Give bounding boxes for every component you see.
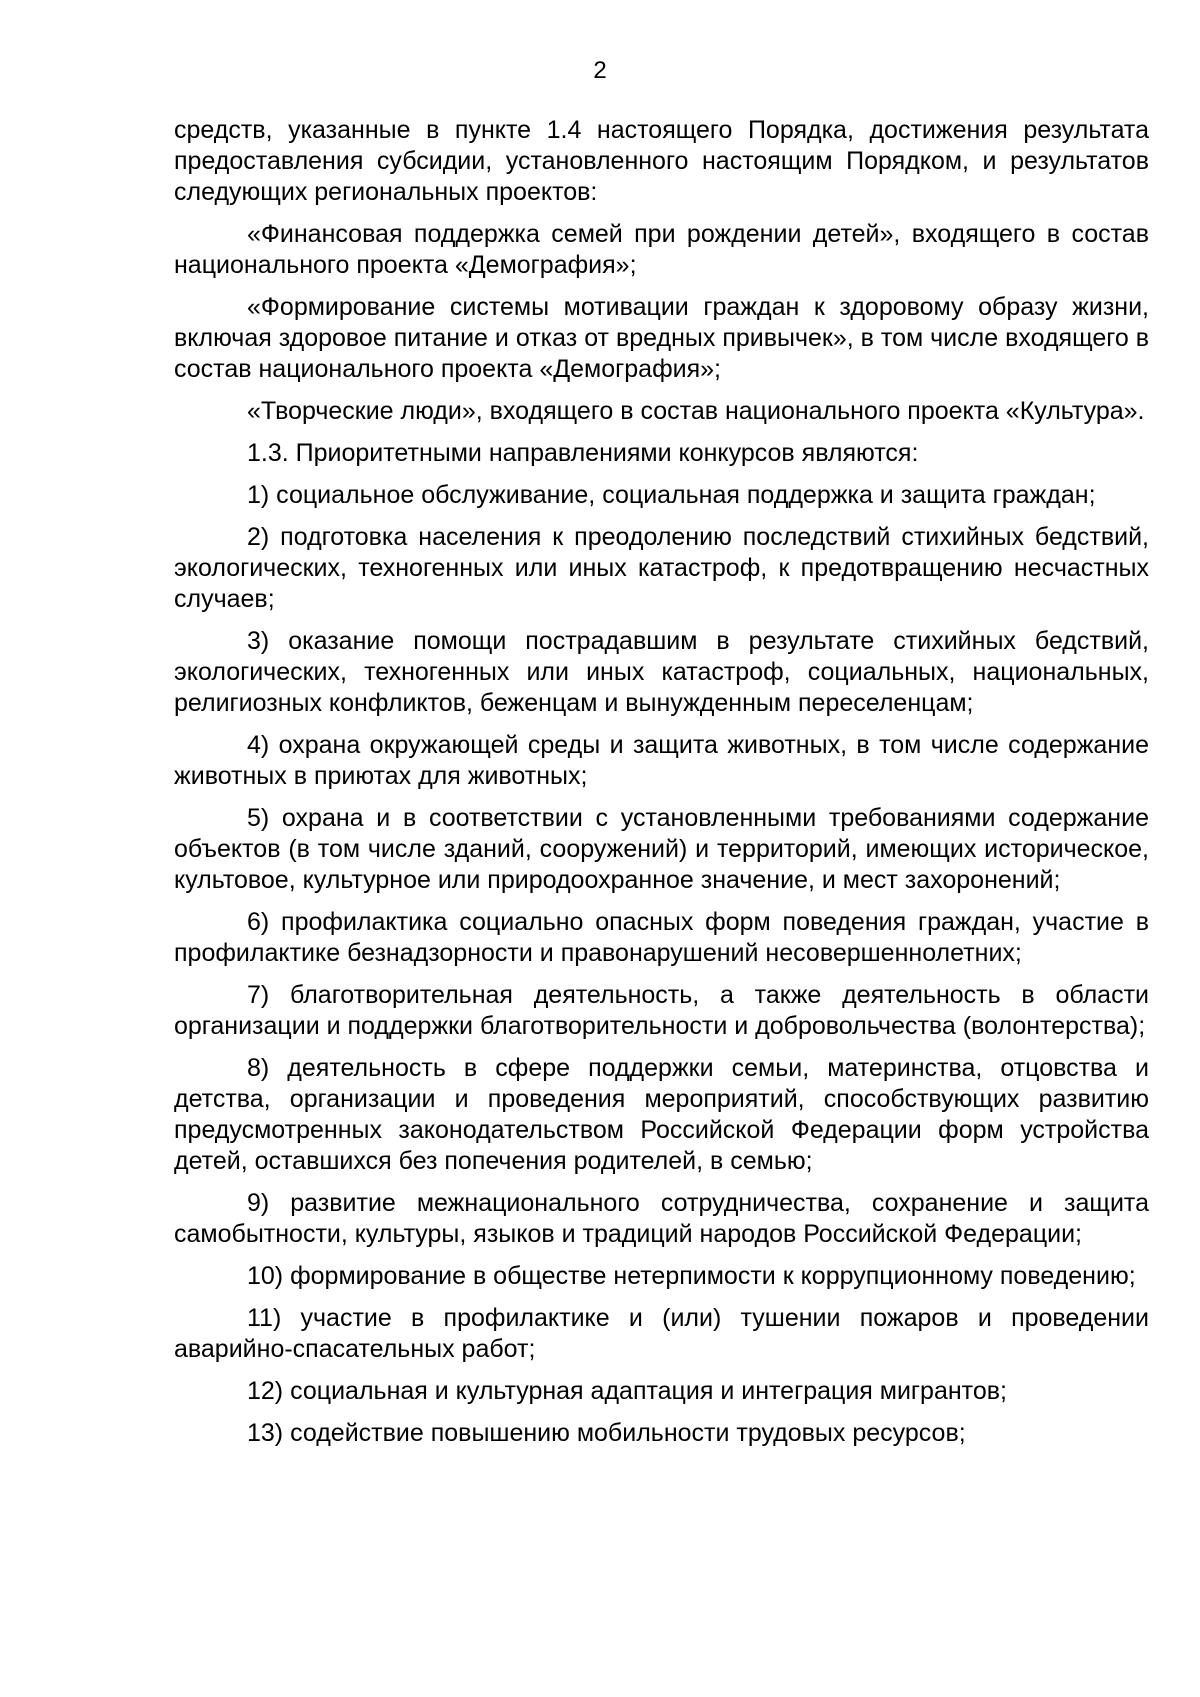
list-item-10: 10) формирование в обществе нетерпимости к коррупционному поведению; (247, 1262, 1136, 1290)
list-item-6: 6) профилактика социально опасных форм поведения граждан, участие в профилактике безнадзорности и правонарушений несовершеннолетних; (174, 908, 1149, 967)
list-item-9: 9) развитие межнационального сотрудничества, сохранение и защита самобытности, культуры, языков и традиций народов Российской Федерации; (174, 1189, 1149, 1248)
list-item-12: 12) социальная и культурная адаптация и интеграция мигрантов; (247, 1377, 1007, 1405)
paragraph-1: средств, указанные в пункте 1.4 настоящего Порядка, достижения результата предоставления субсидии, установленного настоящим Порядком, и результатов следующих региональных проектов: (174, 116, 1149, 206)
list-item-13: 13) содействие повышению мобильности трудовых ресурсов; (247, 1419, 966, 1447)
list-item-4: 4) охрана окружающей среды и защита животных, в том числе содержание животных в приютах для животных; (174, 731, 1149, 790)
paragraph-4: «Творческие люди», входящего в состав национального проекта «Культура». (247, 397, 1145, 425)
list-item-3: 3) оказание помощи пострадавшим в результате стихийных бедствий, экологических, техногенных или иных катастроф, социальных, национальных, религиозных конфликтов, беженцам и вынужденным переселенцам; (174, 627, 1149, 717)
section-heading-1-3: 1.3. Приоритетными направлениями конкурсов являются: (247, 439, 919, 467)
list-item-7: 7) благотворительная деятельность, а также деятельность в области организации и поддержки благотворительности и добровольчества (волонтерства); (174, 981, 1149, 1040)
list-item-11: 11) участие в профилактике и (или) тушении пожаров и проведении аварийно-спасательных работ; (174, 1304, 1149, 1363)
paragraph-2: «Финансовая поддержка семей при рождении детей», входящего в состав национального проекта «Демография»; (174, 220, 1149, 279)
list-item-5: 5) охрана и в соответствии с установленными требованиями содержание объектов (в том числе зданий, сооружений) и территорий, имеющих историческое, культовое, культурное или природоохранное значение, и мест захоронений; (174, 804, 1149, 894)
list-item-2: 2) подготовка населения к преодолению последствий стихийных бедствий, экологических, техногенных или иных катастроф, к предотвращению несчастных случаев; (174, 523, 1149, 613)
list-item-1: 1) социальное обслуживание, социальная поддержка и защита граждан; (247, 481, 1096, 509)
paragraph-3: «Формирование системы мотивации граждан к здоровому образу жизни, включая здоровое питание и отказ от вредных привычек», в том числе входящего в состав национального проекта «Демография»; (174, 293, 1149, 383)
document-body (174, 115, 1149, 1460)
page-number: 2 (593, 57, 607, 84)
list-item-8: 8) деятельность в сфере поддержки семьи, материнства, отцовства и детства, организации и проведения мероприятий, способствующих развитию предусмотренных законодательством Российской Федерации форм устройства детей, оставшихся без попечения родителей, в семью; (174, 1054, 1149, 1175)
